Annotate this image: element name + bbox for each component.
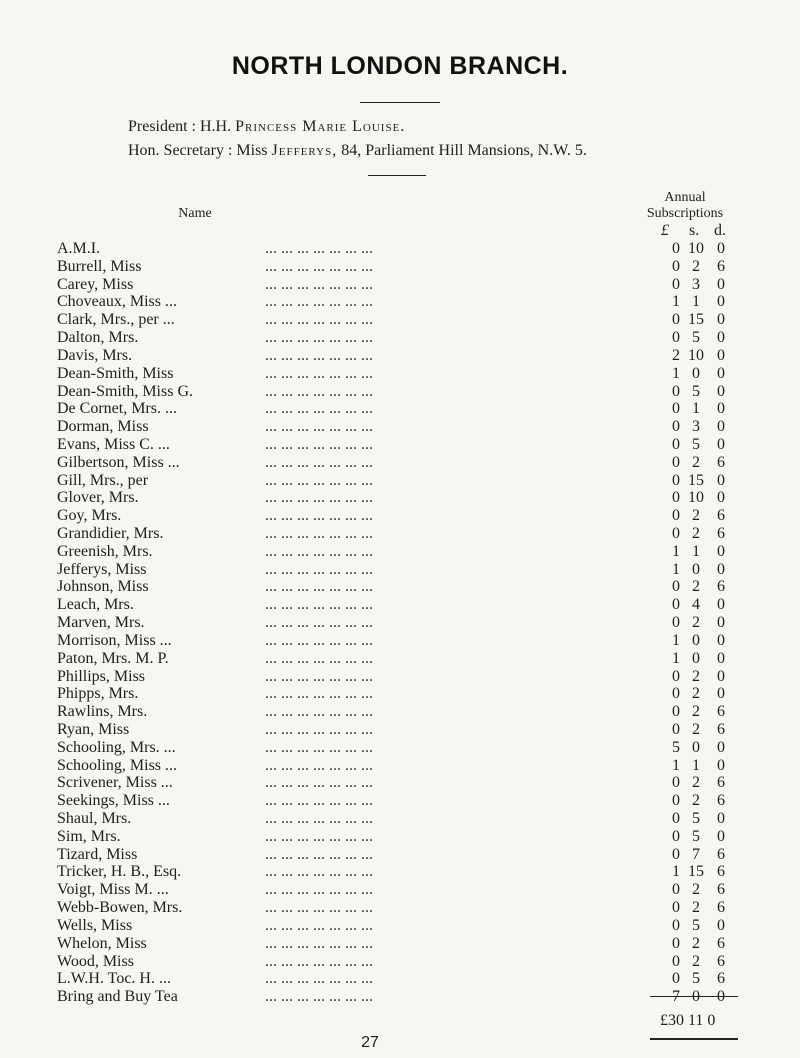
entry-pence: 0: [717, 293, 725, 311]
list-item: [0, 792, 800, 810]
entry-shillings: 2: [692, 792, 700, 810]
entry-pence: 0: [717, 329, 725, 347]
entry-pounds: 0: [672, 453, 680, 471]
entry-shillings: 5: [692, 329, 700, 347]
entry-name: Schooling, Miss ...: [57, 756, 178, 774]
entry-shillings: 0: [692, 738, 700, 756]
entry-pence: 0: [717, 631, 725, 649]
entry-name: Grandidier, Mrs.: [57, 525, 164, 542]
entry-pence: 0: [717, 489, 725, 507]
leader-dots: ... ... ... ... ... ... ...: [265, 720, 373, 738]
entry-pounds: 0: [672, 703, 680, 721]
entry-pence: 0: [717, 827, 725, 845]
leader-dots: ... ... ... ... ... ... ...: [265, 988, 373, 1006]
entry-pounds: 0: [672, 471, 680, 489]
entry-name: Ryan, Miss: [57, 720, 130, 738]
entry-name: Paton, Mrs. M. P.: [57, 649, 169, 667]
entry-pounds: 0: [672, 685, 680, 703]
list-item: [0, 810, 800, 828]
leader-dots: ... ... ... ... ... ... ...: [265, 489, 373, 507]
entry-shillings: 1: [692, 293, 700, 311]
secretary-address: 84, Parliament Hill Mansions, N.W. 5.: [341, 142, 587, 159]
president-prefix: H.H.: [200, 118, 232, 135]
subscription-list: [0, 240, 800, 1006]
entry-name: Schooling, Mrs. ...: [57, 738, 176, 756]
leader-dots: ... ... ... ... ... ... ...: [265, 863, 373, 881]
entry-pence: 0: [717, 916, 725, 934]
leader-dots: ... ... ... ... ... ... ...: [265, 810, 373, 827]
subscriptions-header-line2: Subscriptions: [646, 206, 724, 221]
leader-dots: ... ... ... ... ... ... ...: [265, 934, 373, 952]
leader-dots: ... ... ... ... ... ... ...: [265, 649, 373, 667]
leader-dots: ... ... ... ... ... ... ...: [265, 453, 373, 471]
entry-name: De Cornet, Mrs. ...: [57, 400, 177, 418]
entry-shillings: 0: [692, 364, 700, 382]
entry-name: Dean-Smith, Miss: [57, 364, 174, 382]
leader-dots: ... ... ... ... ... ... ...: [265, 382, 373, 400]
entry-name: Dorman, Miss: [57, 418, 149, 436]
entry-pence: 0: [717, 542, 725, 560]
entry-pounds: 0: [672, 525, 680, 542]
entry-pounds: 0: [672, 329, 680, 347]
entry-pounds: 0: [672, 418, 680, 436]
leader-dots: ... ... ... ... ... ... ...: [265, 311, 373, 329]
entry-pence: 6: [717, 792, 725, 810]
entry-shillings: 1: [692, 400, 700, 418]
entry-name: Tizard, Miss: [57, 845, 138, 863]
list-item: [0, 846, 800, 864]
list-item: [0, 614, 800, 632]
entry-pounds: 0: [672, 578, 680, 596]
list-item: [0, 650, 800, 668]
entry-pounds: 2: [672, 346, 680, 364]
entry-shillings: 0: [692, 649, 700, 667]
entry-shillings: 15: [688, 471, 704, 489]
entry-name: Glover, Mrs.: [57, 489, 139, 507]
pounds-header: £: [661, 222, 669, 239]
entry-pounds: 1: [672, 631, 680, 649]
entry-shillings: 4: [692, 596, 700, 614]
entry-pence: 0: [717, 400, 725, 418]
list-item: [0, 596, 800, 614]
entry-pounds: 0: [672, 881, 680, 899]
list-item: [0, 311, 800, 329]
leader-dots: ... ... ... ... ... ... ...: [265, 738, 373, 756]
entry-name: Johnson, Miss: [57, 578, 149, 596]
list-item: [0, 739, 800, 757]
entry-pounds: 1: [672, 364, 680, 382]
list-item: [0, 774, 800, 792]
entry-pounds: 0: [672, 596, 680, 614]
secretary-line: [128, 142, 587, 160]
entry-pounds: 0: [672, 774, 680, 792]
leader-dots: ... ... ... ... ... ... ...: [265, 774, 373, 792]
entry-pence: 0: [717, 685, 725, 703]
entry-shillings: 5: [692, 435, 700, 453]
entry-pence: 0: [717, 756, 725, 774]
entry-pence: 6: [717, 453, 725, 471]
entry-pence: 6: [717, 863, 725, 881]
entry-pounds: 0: [672, 934, 680, 952]
list-item: [0, 347, 800, 365]
entry-pence: 0: [717, 346, 725, 364]
entry-name: Webb-Bowen, Mrs.: [57, 899, 183, 917]
leader-dots: ... ... ... ... ... ... ...: [265, 792, 373, 810]
leader-dots: ... ... ... ... ... ... ...: [265, 916, 373, 934]
entry-pence: 0: [717, 649, 725, 667]
entry-pence: 0: [717, 596, 725, 614]
entry-shillings: 5: [692, 827, 700, 845]
entry-pence: 6: [717, 578, 725, 596]
entry-name: Dalton, Mrs.: [57, 329, 139, 347]
entry-shillings: 2: [692, 507, 700, 525]
list-item: [0, 400, 800, 418]
list-item: [0, 970, 800, 988]
entry-pounds: 1: [672, 863, 680, 881]
entry-shillings: 15: [688, 311, 704, 329]
leader-dots: ... ... ... ... ... ... ...: [265, 471, 373, 489]
entry-pounds: 0: [672, 952, 680, 970]
entry-name: Evans, Miss C. ...: [57, 435, 170, 453]
entry-shillings: 10: [688, 240, 704, 257]
total-rule: [650, 996, 738, 997]
list-item: [0, 881, 800, 899]
entry-pence: 6: [717, 899, 725, 917]
entry-shillings: 2: [692, 578, 700, 596]
entry-shillings: 10: [688, 346, 704, 364]
entry-shillings: 3: [692, 275, 700, 293]
entry-pence: 6: [717, 525, 725, 542]
entry-pounds: 0: [672, 614, 680, 632]
entry-shillings: 2: [692, 525, 700, 542]
entry-name: Goy, Mrs.: [57, 507, 122, 525]
entry-name: Greenish, Mrs.: [57, 542, 153, 560]
entry-name: Bring and Buy Tea: [57, 988, 178, 1006]
entry-pence: 0: [717, 738, 725, 756]
entry-pounds: 0: [672, 720, 680, 738]
entry-name: Wood, Miss: [57, 952, 134, 970]
entry-pounds: 0: [672, 810, 680, 827]
entry-shillings: 2: [692, 703, 700, 721]
list-item: [0, 988, 800, 1006]
list-item: [0, 632, 800, 650]
list-item: [0, 454, 800, 472]
leader-dots: ... ... ... ... ... ... ...: [265, 685, 373, 703]
entry-name: Carey, Miss: [57, 275, 134, 293]
list-item: [0, 703, 800, 721]
entry-name: A.M.I.: [57, 240, 101, 257]
entry-pounds: 1: [672, 293, 680, 311]
secretary-label: Hon. Secretary :: [128, 142, 233, 159]
entry-pounds: 1: [672, 756, 680, 774]
entry-pounds: 1: [672, 649, 680, 667]
list-item: [0, 418, 800, 436]
entry-pounds: 0: [672, 382, 680, 400]
list-item: [0, 293, 800, 311]
entry-pounds: 0: [672, 507, 680, 525]
leader-dots: ... ... ... ... ... ... ...: [265, 899, 373, 917]
entry-pounds: 0: [672, 667, 680, 685]
entry-pence: 0: [717, 364, 725, 382]
list-item: [0, 917, 800, 935]
entry-shillings: [684, 988, 708, 1006]
entry-shillings: 5: [692, 970, 700, 988]
entry-pounds: 0: [672, 240, 680, 257]
leader-dots: ... ... ... ... ... ... ...: [265, 845, 373, 863]
list-item: [0, 935, 800, 953]
entry-name: Sim, Mrs.: [57, 827, 121, 845]
entry-shillings: 1: [692, 756, 700, 774]
entry-pounds: 1: [672, 560, 680, 578]
list-item: [0, 899, 800, 917]
entry-pence: [709, 988, 733, 1006]
entry-pence: 6: [717, 720, 725, 738]
entry-pence: 0: [717, 614, 725, 632]
page-number: 27: [361, 1034, 379, 1051]
entry-pence: 0: [717, 667, 725, 685]
entry-shillings: 7: [692, 845, 700, 863]
entry-pounds: 5: [672, 738, 680, 756]
entry-name: Leach, Mrs.: [57, 596, 134, 614]
entry-pence: 0: [717, 382, 725, 400]
entry-name: Scrivener, Miss ...: [57, 774, 173, 792]
entry-name: Clark, Mrs., per ...: [57, 311, 175, 329]
entry-shillings: 2: [692, 453, 700, 471]
entry-pounds: 0: [672, 257, 680, 275]
entry-name: Choveaux, Miss ...: [57, 293, 177, 311]
leader-dots: ... ... ... ... ... ... ...: [265, 970, 373, 988]
entry-name: Wells, Miss: [57, 916, 133, 934]
shillings-header: s.: [689, 222, 700, 239]
leader-dots: ... ... ... ... ... ... ...: [265, 703, 373, 721]
list-item: [0, 276, 800, 294]
list-item: [0, 240, 800, 258]
entry-shillings: 2: [692, 934, 700, 952]
entry-pence: 6: [717, 774, 725, 792]
list-item: [0, 721, 800, 739]
entry-shillings: 5: [692, 810, 700, 827]
entry-pence: 6: [717, 970, 725, 988]
entry-pence: 6: [717, 952, 725, 970]
list-item: [0, 436, 800, 454]
leader-dots: ... ... ... ... ... ... ...: [265, 435, 373, 453]
list-item: [0, 383, 800, 401]
entry-name: Tricker, H. B., Esq.: [57, 863, 182, 881]
entry-shillings: 5: [692, 916, 700, 934]
list-item: [0, 329, 800, 347]
leader-dots: ... ... ... ... ... ... ...: [265, 507, 373, 525]
entry-shillings: 2: [692, 774, 700, 792]
entry-shillings: 1: [692, 542, 700, 560]
president-label: President :: [128, 118, 196, 135]
entry-name: Burrell, Miss: [57, 257, 142, 275]
leader-dots: ... ... ... ... ... ... ...: [265, 560, 373, 578]
entry-pence: 6: [717, 703, 725, 721]
secretary-name: Jefferys,: [271, 142, 338, 159]
entry-name: Gill, Mrs., per: [57, 471, 149, 489]
entry-pence: 0: [717, 435, 725, 453]
entry-pence: 6: [717, 934, 725, 952]
leader-dots: ... ... ... ... ... ... ...: [265, 525, 373, 542]
list-item: [0, 578, 800, 596]
leader-dots: ... ... ... ... ... ... ...: [265, 578, 373, 596]
entry-pence: 0: [717, 560, 725, 578]
entry-shillings: 2: [692, 614, 700, 632]
entry-name: Rawlins, Mrs.: [57, 703, 148, 721]
header-rule: [368, 175, 426, 176]
leader-dots: ... ... ... ... ... ... ...: [265, 614, 373, 632]
secretary-prefix: Miss: [236, 142, 268, 159]
entry-shillings: 2: [692, 667, 700, 685]
leader-dots: ... ... ... ... ... ... ...: [265, 596, 373, 614]
leader-dots: ... ... ... ... ... ... ...: [265, 293, 373, 311]
entry-pounds: 0: [672, 899, 680, 917]
entry-pounds: 0: [672, 970, 680, 988]
list-item: [0, 757, 800, 775]
entry-shillings: 2: [692, 952, 700, 970]
entry-shillings: 3: [692, 418, 700, 436]
president-line: [128, 118, 405, 136]
leader-dots: ... ... ... ... ... ... ...: [265, 346, 373, 364]
entry-pence: 0: [717, 418, 725, 436]
list-item: [0, 472, 800, 490]
entry-pounds: 0: [672, 792, 680, 810]
entry-name: Shaul, Mrs.: [57, 810, 132, 827]
entry-pence: 0: [717, 311, 725, 329]
entry-name: Phillips, Miss: [57, 667, 146, 685]
entry-shillings: 2: [692, 685, 700, 703]
subscriptions-column-header: [620, 190, 750, 222]
leader-dots: ... ... ... ... ... ... ...: [265, 952, 373, 970]
list-item: [0, 828, 800, 846]
subscriptions-header-line1: Annual: [664, 190, 706, 205]
leader-dots: ... ... ... ... ... ... ...: [265, 667, 373, 685]
entry-name: Morrison, Miss ...: [57, 631, 172, 649]
page-title: NORTH LONDON BRANCH.: [231, 52, 569, 80]
entry-shillings: 0: [692, 560, 700, 578]
entry-name: Gilbertson, Miss ...: [57, 453, 180, 471]
entry-shillings: 2: [692, 899, 700, 917]
leader-dots: ... ... ... ... ... ... ...: [265, 329, 373, 347]
entry-shillings: 15: [688, 863, 704, 881]
entry-pence: 0: [717, 810, 725, 827]
president-name: Princess Marie Louise.: [235, 118, 406, 135]
entry-shillings: 2: [692, 720, 700, 738]
entry-shillings: 10: [688, 489, 704, 507]
entry-name: Dean-Smith, Miss G.: [57, 382, 193, 400]
leader-dots: ... ... ... ... ... ... ...: [265, 257, 373, 275]
leader-dots: ... ... ... ... ... ... ...: [265, 275, 373, 293]
list-item: [0, 365, 800, 383]
entry-shillings: 2: [692, 257, 700, 275]
entry-name: Marven, Mrs.: [57, 614, 145, 632]
entry-pounds: 0: [672, 845, 680, 863]
leader-dots: ... ... ... ... ... ... ...: [265, 631, 373, 649]
entry-name: Jefferys, Miss: [57, 560, 147, 578]
leader-dots: ... ... ... ... ... ... ...: [265, 400, 373, 418]
entry-name: L.W.H. Toc. H. ...: [57, 970, 171, 988]
entry-name: Davis, Mrs.: [57, 346, 133, 364]
list-item: [0, 525, 800, 543]
entry-pence: 6: [717, 845, 725, 863]
list-item: [0, 561, 800, 579]
list-item: [0, 863, 800, 881]
leader-dots: ... ... ... ... ... ... ...: [265, 418, 373, 436]
entry-pence: 6: [717, 881, 725, 899]
leader-dots: ... ... ... ... ... ... ...: [265, 881, 373, 899]
list-item: [0, 953, 800, 971]
entry-pounds: 1: [672, 542, 680, 560]
list-item: [0, 668, 800, 686]
list-item: [0, 507, 800, 525]
entry-shillings: 5: [692, 382, 700, 400]
entry-pence: 0: [717, 275, 725, 293]
list-item: [0, 543, 800, 561]
leader-dots: ... ... ... ... ... ... ...: [265, 542, 373, 560]
leader-dots: ... ... ... ... ... ... ...: [265, 827, 373, 845]
entry-name: Voigt, Miss M. ...: [57, 881, 169, 899]
entry-pounds: 0: [672, 435, 680, 453]
leader-dots: ... ... ... ... ... ... ...: [265, 240, 373, 257]
entry-pence: 0: [717, 471, 725, 489]
list-item: [0, 489, 800, 507]
entry-shillings: 0: [692, 631, 700, 649]
entry-pounds: [650, 988, 680, 1006]
entry-pounds: 0: [672, 489, 680, 507]
entry-pounds: 0: [672, 827, 680, 845]
entry-name: Phipps, Mrs.: [57, 685, 139, 703]
entry-pence: 6: [717, 507, 725, 525]
entry-pence: 6: [717, 257, 725, 275]
entry-name: Seekings, Miss ...: [57, 792, 170, 810]
list-item: [0, 685, 800, 703]
pence-header: d.: [714, 222, 726, 239]
leader-dots: ... ... ... ... ... ... ...: [265, 364, 373, 382]
title-rule: [360, 102, 440, 103]
entry-pounds: 0: [672, 400, 680, 418]
entry-shillings: 2: [692, 881, 700, 899]
leader-dots: ... ... ... ... ... ... ...: [265, 756, 373, 774]
entry-name: Whelon, Miss: [57, 934, 147, 952]
total-amount: £30 11 0: [660, 1012, 716, 1029]
entry-pounds: 0: [672, 275, 680, 293]
entry-pounds: 0: [672, 916, 680, 934]
entry-pence: 0: [717, 240, 725, 257]
entry-pounds: 0: [672, 311, 680, 329]
list-item: [0, 258, 800, 276]
name-column-header: Name: [178, 206, 212, 221]
